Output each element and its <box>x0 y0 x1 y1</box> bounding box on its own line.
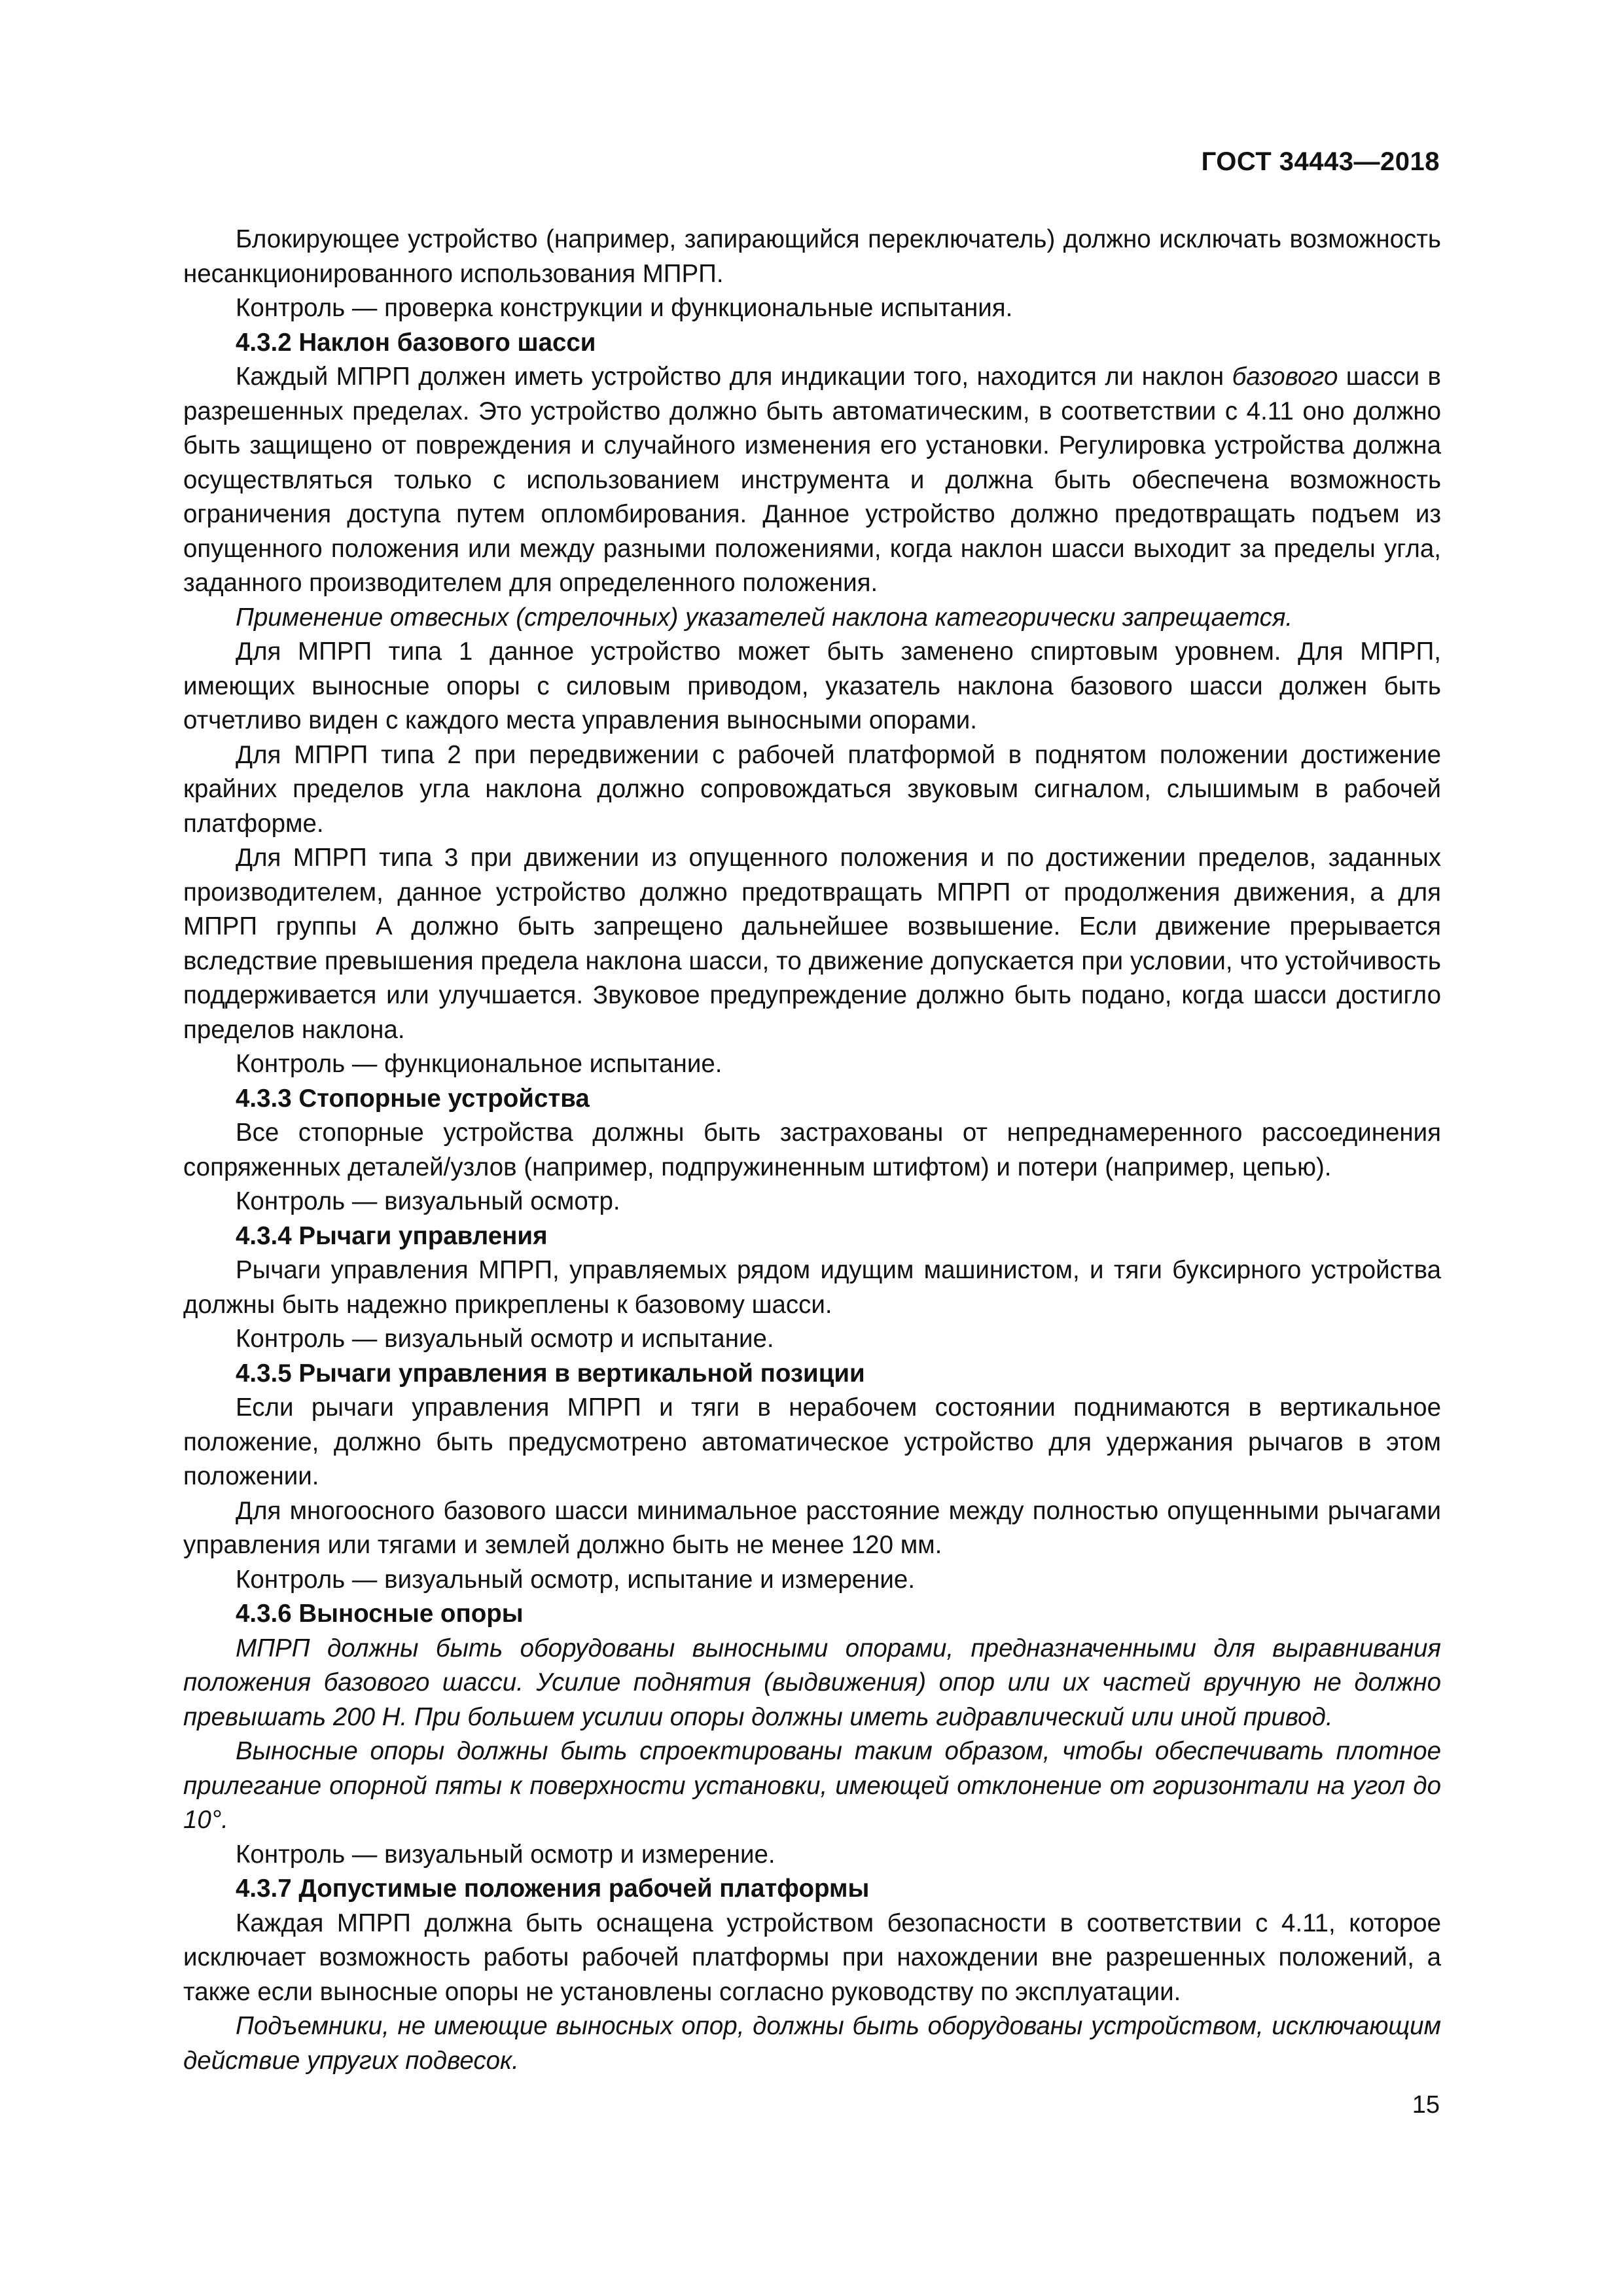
paragraph-control: Контроль — визуальный осмотр, испытание и измерение. <box>236 1565 916 1594</box>
paragraph-type-1: Для МПРП типа 1 данное устройство может быть заменено спиртовым уровнем. Для МПРП, имеющих выносные опоры с силовым приводом, указатель наклона базового шасси должен быть отчетливо виден с каждого места управления выносными опорами. <box>183 637 1441 734</box>
paragraph-tilt-device <box>183 360 1441 601</box>
paragraph-type-3: Для МПРП типа 3 при движении из опущенного положения и по достижении пределов, заданных производителем, данное устройство должно предотвращать МПРП от продолжения движения, а для МПРП группы А должно быть запрещено дальнейшее возвышение. Если движение прерывается вследствие превышения предела наклона шасси, то движение допускается при условии, что устойчивость поддерживается или улучшается. Звуковое предупреждение должно быть подано, когда шасси достигло пределов наклона. <box>183 844 1441 1044</box>
page-number: 15 <box>1412 2091 1440 2119</box>
italic-text-run: базового <box>1232 363 1338 391</box>
paragraph-outriggers: МПРП должны быть оборудованы выносными опорами, предназначенными для выравнивания положения базового шасси. Усилие поднятия (выдвижения) опор или их частей вручную не должно превышать 200 Н. При большем усилии опоры должны иметь гидравлический или иной привод. <box>183 1634 1441 1731</box>
paragraph-control: Контроль — визуальный осмотр и испытание. <box>236 1325 774 1353</box>
document-body <box>183 223 1441 2078</box>
paragraph-blocking-device: Блокирующее устройство (например, запирающийся переключатель) должно исключать возможность несанкционированного использования МПРП. <box>183 225 1441 288</box>
paragraph-type-2: Для МПРП типа 2 при передвижении с рабочей платформой в поднятом положении достижение крайних пределов угла наклона должно сопровождаться звуковым сигналом, слышимым в рабочей платформе. <box>183 740 1441 838</box>
paragraph-vertical-levers: Если рычаги управления МПРП и тяги в нерабочем состоянии поднимаются в вертикальное положение, должно быть предусмотрено автоматическое устройство для удержания рычагов в этом положении. <box>183 1393 1441 1490</box>
paragraph-outrigger-design: Выносные опоры должны быть спроектированы таким образом, чтобы обеспечивать плотное прилегание опорной пяты к поверхности установки, имеющей отклонение от горизонтали на угол до 10°. <box>183 1737 1441 1834</box>
text-run: шасси в разрешенных пределах. Это устройство должно быть автоматическим, в соответствии с 4.11 оно должно быть защищено от повреждения и случайного изменения его установки. Регулировка устройства должна осуществляться только с использованием инструмента и должна быть обеспечена возможность ограничения доступа путем опломбирования. Данное устройство должно предотвращать подъем из опущенного положения или между разными положениями, когда наклон шасси выходит за пределы угла, заданного производителем для определенного положения. <box>183 363 1441 597</box>
section-heading-4-3-7: 4.3.7 Допустимые положения рабочей платформы <box>236 1874 870 1903</box>
paragraph-locking-devices: Все стопорные устройства должны быть застрахованы от непреднамеренного рассоединения сопряженных деталей/узлов (например, подпружиненным штифтом) и потери (например, цепью). <box>183 1119 1441 1181</box>
paragraph-platform-positions: Каждая МПРП должна быть оснащена устройством безопасности в соответствии с 4.11, которое исключает возможность работы рабочей платформы при нахождении вне разрешенных положений, а также если выносные опоры не установлены согласно руководству по эксплуатации. <box>183 1909 1441 2006</box>
paragraph-control: Контроль — функциональное испытание. <box>236 1050 722 1078</box>
paragraph-control-levers: Рычаги управления МПРП, управляемых рядом идущим машинистом, и тяги буксирного устройства должны быть надежно прикреплены к базовому шасси. <box>183 1256 1441 1319</box>
text-run: Каждый МПРП должен иметь устройство для индикации того, находится ли наклон <box>236 363 1232 391</box>
section-heading-4-3-6: 4.3.6 Выносные опоры <box>236 1600 524 1628</box>
paragraph-control: Контроль — проверка конструкции и функциональные испытания. <box>236 294 1013 322</box>
section-heading-4-3-4: 4.3.4 Рычаги управления <box>236 1221 548 1250</box>
paragraph-multi-axle: Для многоосного базового шасси минимальное расстояние между полностью опущенными рычагами управления или тягами и землей должно быть не менее 120 мм. <box>183 1496 1441 1559</box>
paragraph-control: Контроль — визуальный осмотр и измерение. <box>236 1840 776 1869</box>
section-heading-4-3-3: 4.3.3 Стопорные устройства <box>236 1084 590 1113</box>
paragraph-plumb-prohibited: Применение отвесных (стрелочных) указателей наклона категорически запрещается. <box>236 603 1293 632</box>
paragraph-lifts-without-outriggers: Подъемники, не имеющие выносных опор, должны быть оборудованы устройством, исключающим действие упругих подвесок. <box>183 2012 1441 2075</box>
section-heading-4-3-5: 4.3.5 Рычаги управления в вертикальной позиции <box>236 1359 865 1388</box>
document-code: ГОСТ 34443—2018 <box>1201 147 1440 176</box>
section-heading-4-3-2: 4.3.2 Наклон базового шасси <box>236 328 596 357</box>
paragraph-control: Контроль — визуальный осмотр. <box>236 1187 620 1215</box>
